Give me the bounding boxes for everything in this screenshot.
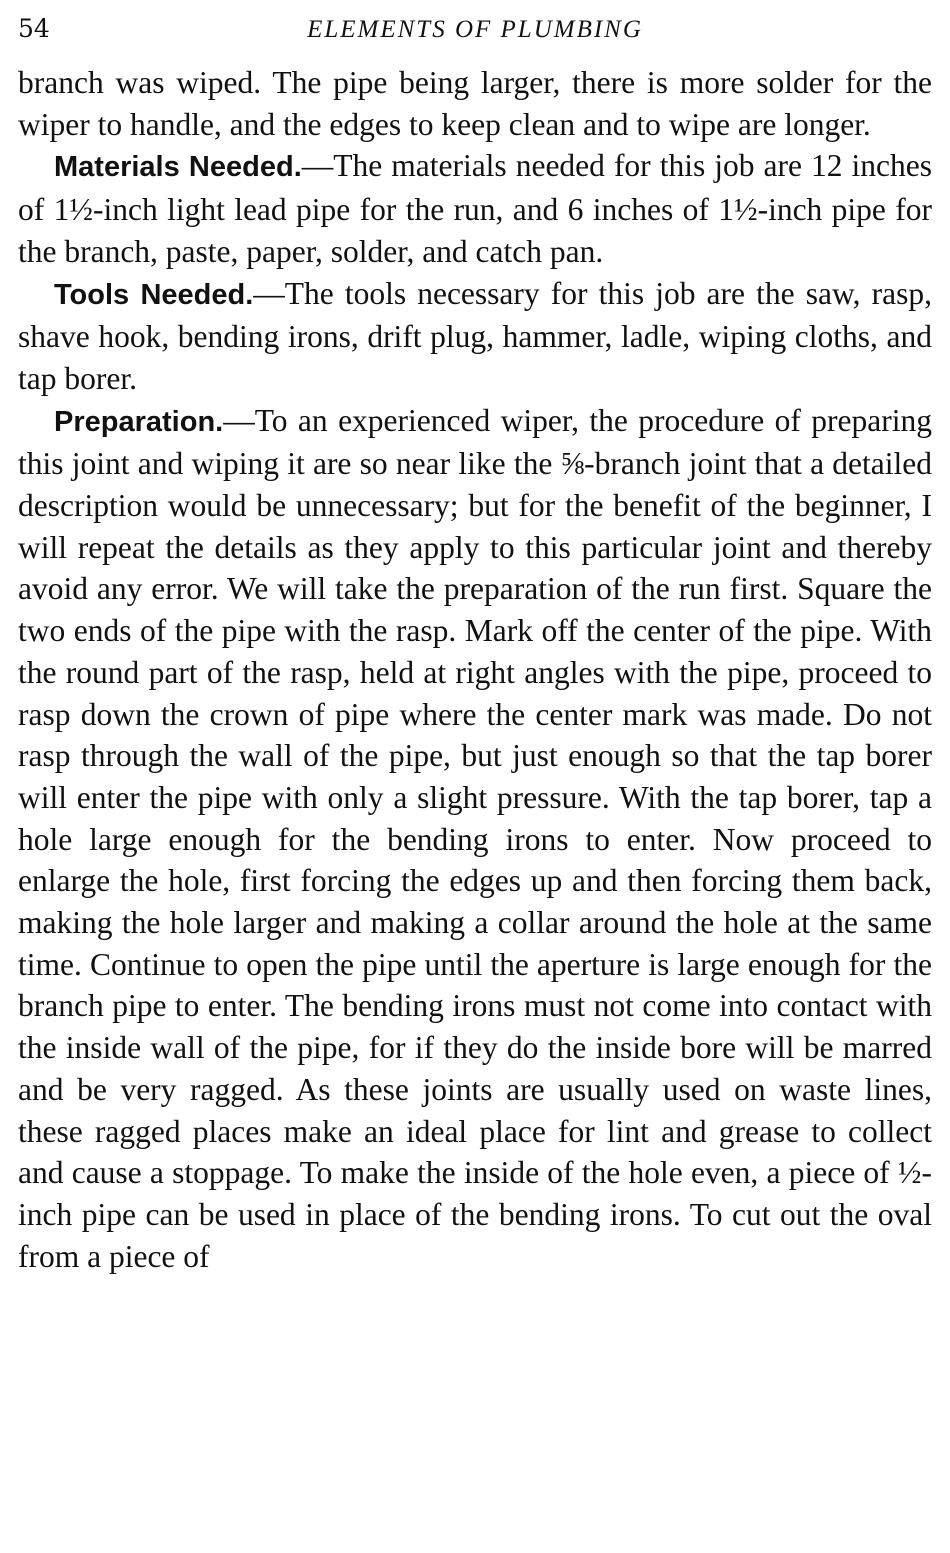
paragraph-text: branch was wiped. The pipe being larger, there is more solder for the wiper to handle, and the edges to keep clean and to wipe are longer. xyxy=(18,65,932,142)
running-title: ELEMENTS OF PLUMBING xyxy=(307,16,643,43)
section-heading: Preparation. xyxy=(54,405,224,438)
page-number: 54 xyxy=(18,14,50,43)
paragraph-text: —To an experienced wiper, the procedure of preparing this joint and wiping it are so near like the ⅝-branch joint that a detailed description would be unnecessary; but for the benefit of the beginner, I will repeat the details as they apply to this particular joint and thereby avoid any error. We will take the preparation of the run first. Square the two ends of the pipe with the rasp. Mark off the center of the pipe. With the round part of the rasp, held at right angles with the pipe, proceed to rasp down the crown of pipe where the center mark was made. Do not rasp through the wall of the pipe, but just enough so that the tap borer will enter the pipe with only a slight pressure. With the tap borer, tap a hole large enough for the bending irons to enter. Now proceed to enlarge the hole, first forcing the edges up and then forcing them back, making the hole larger and making a collar around the hole at the same time. Continue to open the pipe until the aperture is large enough for the branch pipe to enter. The bending irons must not come into contact with the inside wall of the pipe, for if they do the inside bore will be marred and be very ragged. As these joints are usually used on waste lines, these ragged places make an ideal place for lint and grease to collect and cause a stoppage. To make the inside of the hole even, a piece of ½-inch pipe can be used in place of the bending irons. To cut out the oval from a piece of xyxy=(18,402,932,1274)
paragraph xyxy=(18,273,932,400)
paragraph xyxy=(18,62,932,145)
paragraph xyxy=(18,145,932,272)
body-text xyxy=(18,62,932,1277)
paragraph-text: —The tools necessary for this job are the saw, rasp, shave hook, bending irons, drift plug, hammer, ladle, wiping cloths, and tap borer. xyxy=(18,275,932,396)
section-heading: Tools Needed. xyxy=(54,278,254,311)
paragraph-text: —The materials needed for this job are 12 inches of 1½-inch light lead pipe for the run, and 6 inches of 1½-inch pipe for the branch, paste, paper, solder, and catch pan. xyxy=(18,148,932,269)
paragraph xyxy=(18,400,932,1278)
running-head xyxy=(18,14,932,54)
section-heading: Materials Needed. xyxy=(54,151,302,184)
